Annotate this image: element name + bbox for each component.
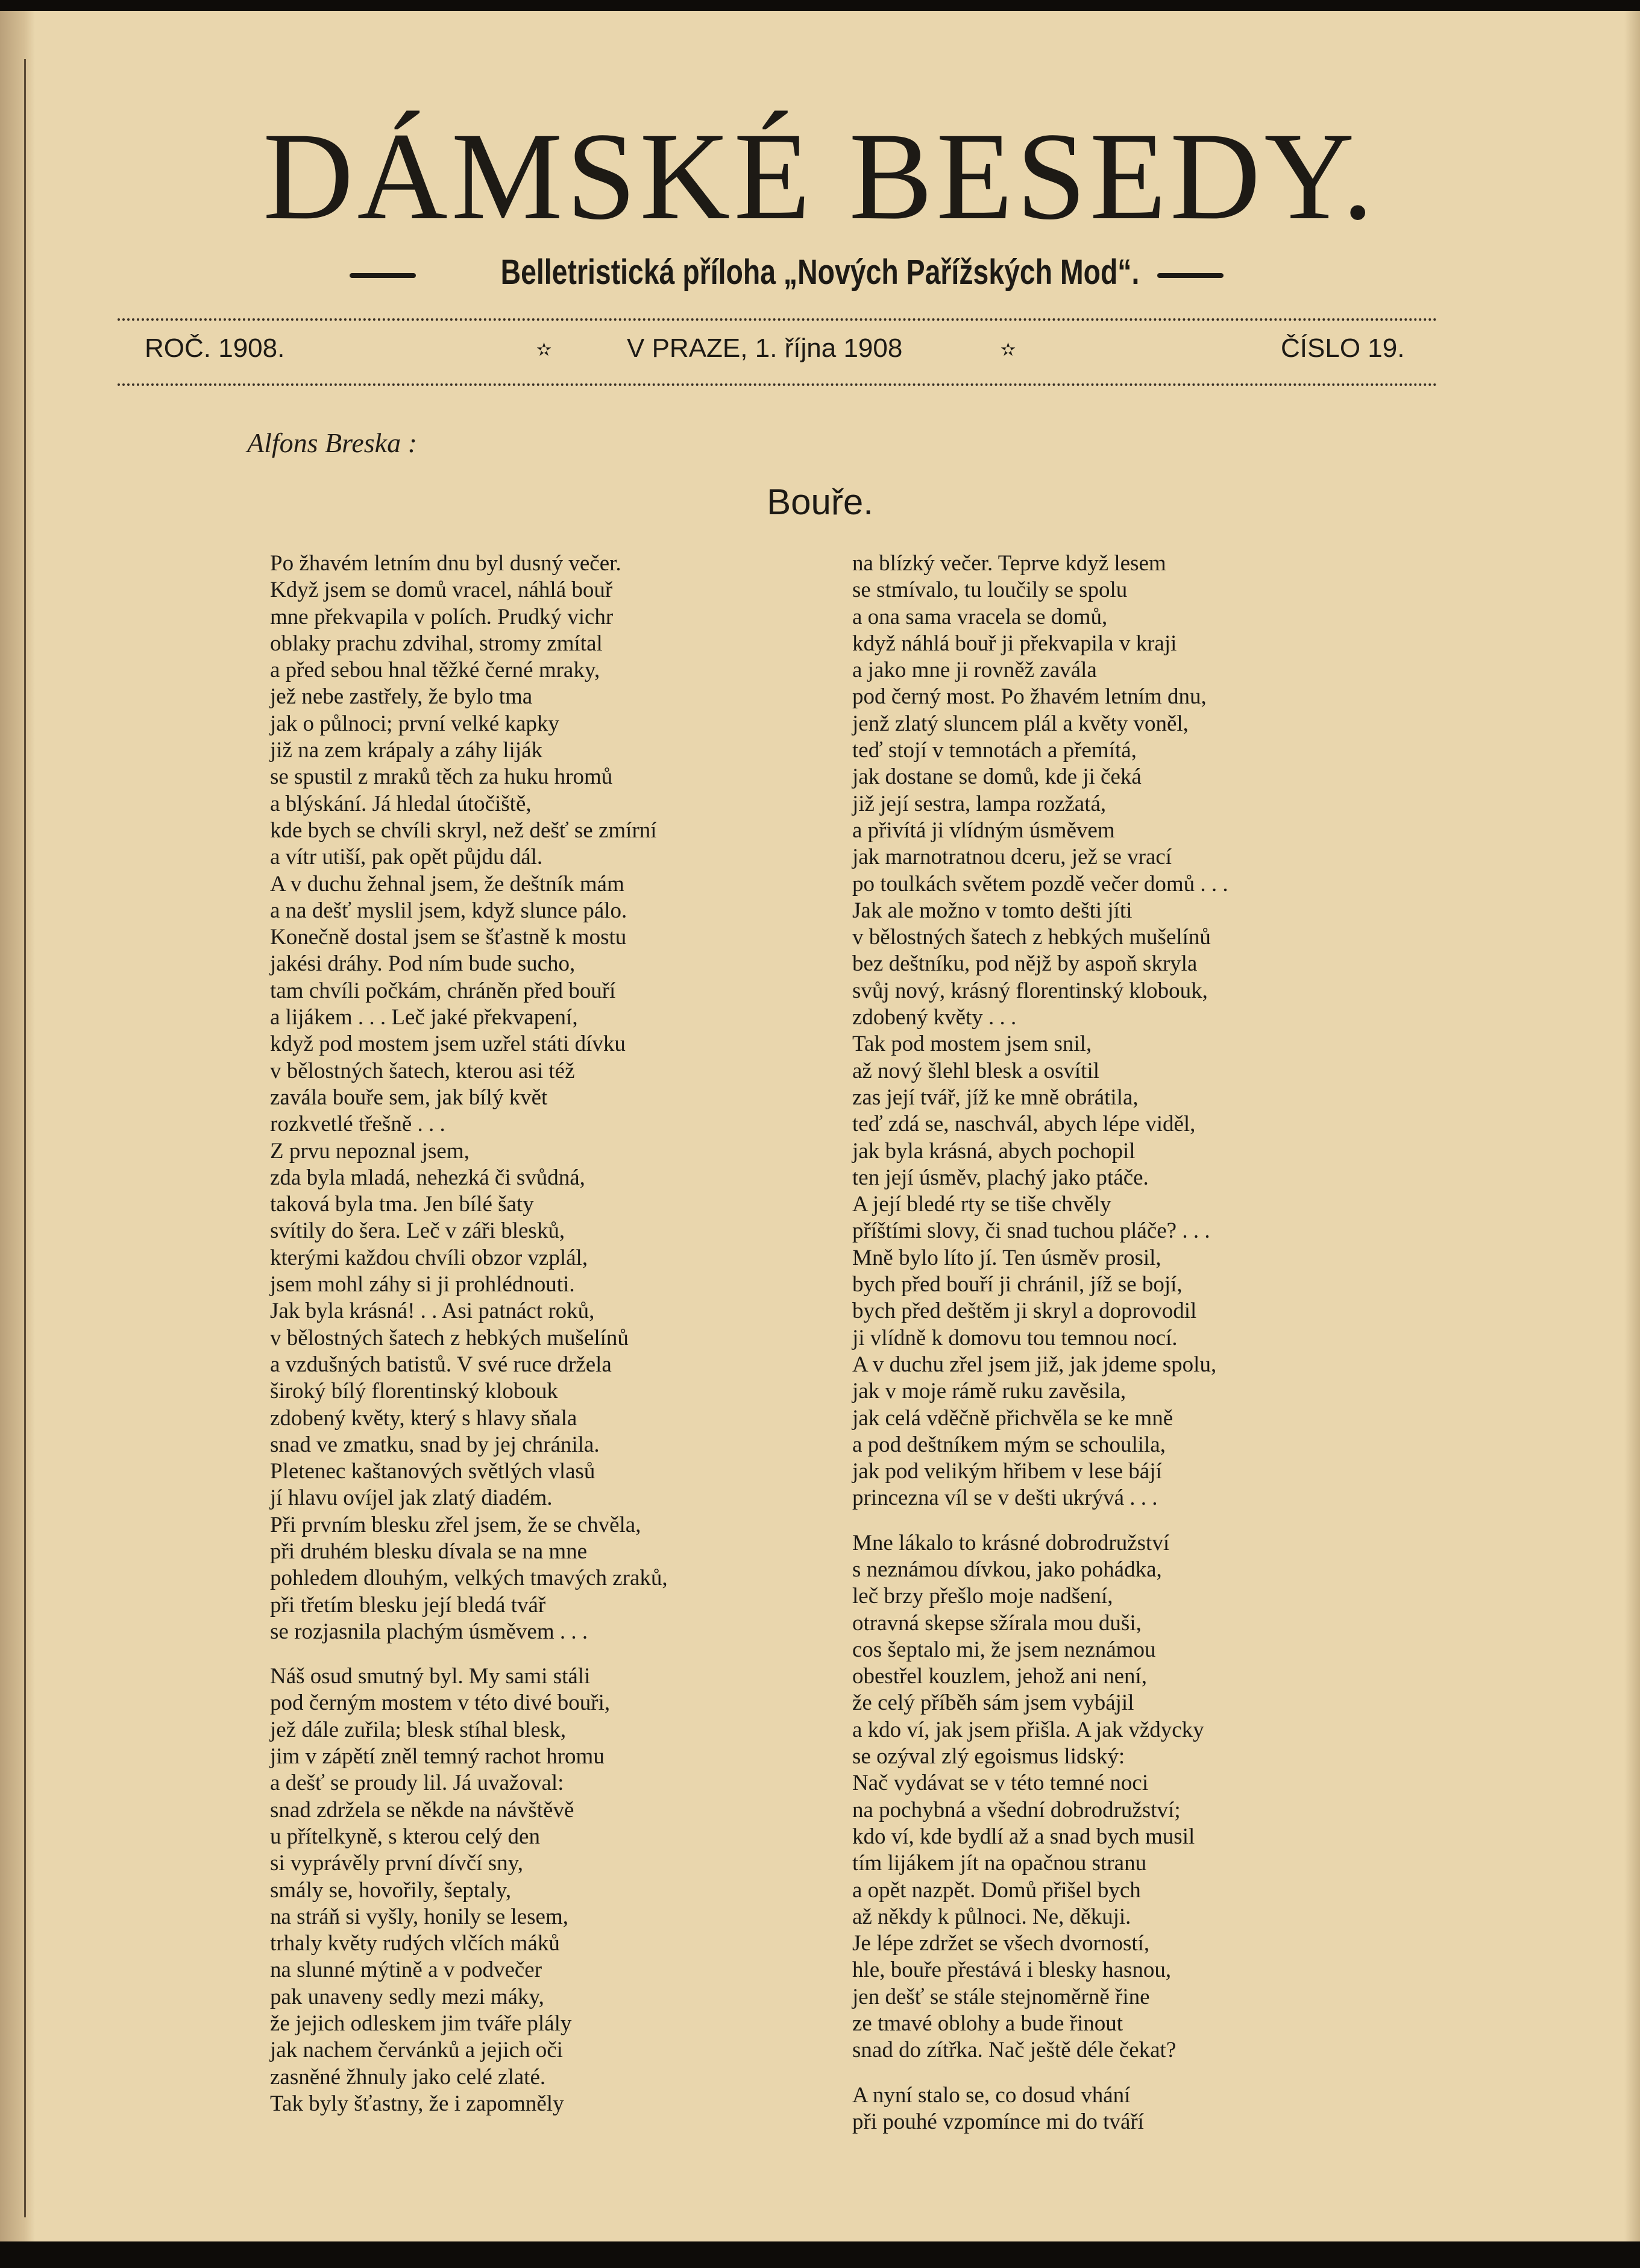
poem-line: a na dešť myslil jsem, když slunce pálo. — [270, 898, 627, 923]
dotted-rule-top — [118, 318, 1437, 321]
poem-line: jenž zlatý sluncem plál a květy voněl, — [852, 711, 1189, 736]
poem-line: kdo ví, kde bydlí až a snad bych musil — [852, 1824, 1195, 1849]
poem-line: že celý příběh sám jsem vybájil — [852, 1690, 1134, 1716]
poem-line: jim v zápětí zněl temný rachot hromu — [270, 1744, 605, 1769]
poem-line: a pod deštníkem mým se schoulila, — [852, 1432, 1166, 1457]
poem-line: příštími slovy, či snad tuchou pláče? . . . — [852, 1218, 1210, 1244]
poem-line: se rozjasnila plachým úsměvem . . . — [270, 1619, 588, 1644]
poem-line: kde bych se chvíli skryl, než dešť se zmírní — [270, 817, 657, 843]
poem-line: se spustil z mraků těch za huku hromů — [270, 764, 613, 790]
poem-line: a lijákem . . . Leč jaké překvapení, — [270, 1005, 578, 1030]
poem-line: zas její tvář, jíž ke mně obrátila, — [852, 1085, 1139, 1110]
poem-line: při pouhé vzpomínce mi do tváří — [852, 2109, 1144, 2134]
poem-line: jak nachem červánků a jejich oči — [270, 2038, 563, 2063]
poem-line: jak o půlnoci; první velké kapky — [270, 711, 559, 736]
dotted-rule-bottom — [118, 383, 1437, 386]
poem-line: že jejich odleskem jim tváře plály — [270, 2011, 572, 2036]
poem-line: pohledem dlouhým, velkých tmavých zraků, — [270, 1566, 668, 1591]
poem-line: zdobený květy . . . — [852, 1005, 1017, 1030]
poem-line: u přítelkyně, s kterou celý den — [270, 1824, 540, 1849]
poem-line: bych před deštěm ji skryl a doprovodil — [852, 1299, 1197, 1324]
poem-line: A v duchu zřel jsem již, jak jdeme spolu, — [852, 1352, 1217, 1377]
poem-line: Nač vydávat se v této temné noci — [852, 1771, 1149, 1796]
poem-line: Náš osud smutný byl. My sami stáli — [270, 1664, 591, 1689]
poem-line: leč brzy přešlo moje nadšení, — [852, 1584, 1113, 1609]
poem-line: pod černým mostem v této divé bouři, — [270, 1690, 611, 1716]
poem-line: když náhlá bouř ji překvapila v kraji — [852, 631, 1177, 656]
poem-line: jak marnotratnou dceru, jež se vrací — [852, 845, 1172, 870]
poem-line: tím lijákem jít na opačnou stranu — [852, 1851, 1147, 1876]
poem-line: ze tmavé oblohy a bude řinout — [852, 2011, 1123, 2036]
poem-line: smály se, hovořily, šeptaly, — [270, 1877, 512, 1903]
poem-line: otravná skepse sžírala mou duši, — [852, 1610, 1142, 1636]
poem-line: svůj nový, krásný florentinský klobouk, — [852, 978, 1208, 1003]
binding-line — [24, 59, 26, 2217]
poem-line: Po žhavém letním dnu byl dusný večer. — [270, 551, 621, 576]
poem-stanza — [270, 1663, 800, 2117]
poem-line: teď zdá se, naschvál, abych lépe viděl, — [852, 1112, 1196, 1137]
poem-line: na slunné mýtině a v podvečer — [270, 1958, 542, 1983]
poem-line: jak pod velikým hřibem v lese bájí — [852, 1459, 1162, 1484]
poem-line: bych před bouří ji chránil, jíž se bojí, — [852, 1272, 1183, 1297]
poem-line: Mně bylo líto jí. Ten úsměv prosil, — [852, 1245, 1161, 1270]
poem-line: ten její úsměv, plachý jako ptáče. — [852, 1165, 1149, 1190]
poem-line: na blízký večer. Teprve když lesem — [852, 551, 1166, 576]
poem-line: a blýskání. Já hledal útočiště, — [270, 791, 532, 816]
poem-line: a vzdušných batistů. V své ruce držela — [270, 1352, 612, 1377]
poem-line: a opět nazpět. Domů přišel bych — [852, 1877, 1141, 1903]
masthead-subtitle: Belletristická příloha „Nových Pařížských Mod“. — [500, 253, 1140, 292]
poem-line: zdobený květy, který s hlavy sňala — [270, 1405, 577, 1431]
poem-line: Pletenec kaštanových světlých vlasů — [270, 1459, 595, 1484]
magazine-page — [0, 11, 1640, 2241]
issue-number: ČÍSLO 19. — [1281, 333, 1405, 363]
poem-line: při druhém blesku dívala se na mne — [270, 1539, 588, 1564]
issue-volume: ROČ. 1908. — [145, 333, 285, 363]
poem-line: jež nebe zastřely, že bylo tma — [270, 684, 533, 710]
poem-line: tam chvíli počkám, chráněn před bouří — [270, 978, 616, 1003]
poem-line: v bělostných šatech z hebkých mušelínů — [270, 1325, 629, 1350]
poem-line: pak unaveny sedly mezi máky, — [270, 1984, 544, 2009]
poem-line: a před sebou hnal těžké černé mraky, — [270, 658, 600, 683]
poem-line: jež dále zuřila; blesk stíhal blesk, — [270, 1717, 567, 1742]
article-title: Bouře. — [767, 482, 873, 522]
poem-line: rozkvetlé třešně . . . — [270, 1112, 445, 1137]
poem-line: obestřel kouzlem, jehož ani není, — [852, 1664, 1148, 1689]
poem-stanza — [270, 550, 800, 1645]
ornament-dash-right — [1157, 273, 1224, 278]
poem-line: Je lépe zdržet se všech dvorností, — [852, 1931, 1150, 1956]
poem-line: trhaly květy rudých vlčích máků — [270, 1931, 560, 1956]
poem-line: jak celá vděčně přichvěla se ke mně — [852, 1405, 1173, 1431]
issue-place-date: V PRAZE, 1. října 1908 — [627, 333, 903, 363]
poem-line: zasněné žhnuly jako celé zlaté. — [270, 2064, 546, 2090]
poem-line: bez deštníku, pod nějž by aspoň skryla — [852, 951, 1198, 977]
article-author: Alfons Breska : — [247, 427, 417, 458]
poem-stanza — [852, 1530, 1395, 2064]
poem-line: snad do zítřka. Nač ještě déle čekat? — [852, 2038, 1177, 2063]
poem-line: jsem mohl záhy si ji prohlédnouti. — [270, 1272, 575, 1297]
poem-line: se ozýval zlý egoismus lidský: — [852, 1744, 1125, 1769]
poem-line: v bělostných šatech z hebkých mušelínů — [852, 925, 1211, 950]
poem-line: teď stojí v temnotách a přemítá, — [852, 738, 1137, 763]
poem-line: cos šeptalo mi, že jsem neznámou — [852, 1637, 1156, 1662]
poem-line: Tak pod mostem jsem snil, — [852, 1032, 1092, 1057]
poem-line: a kdo ví, jak jsem přišla. A jak vždycky — [852, 1717, 1204, 1742]
poem-line: široký bílý florentinský klobouk — [270, 1379, 558, 1404]
poem-line: Jak ale možno v tomto dešti jíti — [852, 898, 1133, 923]
poem-line: s neznámou dívkou, jako pohádka, — [852, 1557, 1162, 1582]
poem-line: hle, bouře přestává i blesky hasnou, — [852, 1958, 1172, 1983]
poem-line: A nyní stalo se, co dosud vhání — [852, 2082, 1131, 2108]
poem-line: taková byla tma. Jen bílé šaty — [270, 1192, 534, 1217]
poem-line: již její sestra, lampa rozžatá, — [852, 791, 1107, 816]
poem-line: na stráň si vyšly, honily se lesem, — [270, 1904, 568, 1929]
right-column — [852, 550, 1395, 2153]
poem-line: a jako mne ji rovněž zavála — [852, 658, 1097, 683]
poem-line: na pochybná a všední dobrodružství; — [852, 1797, 1181, 1822]
poem-line: snad ve zmatku, snad by jej chránila. — [270, 1432, 600, 1457]
poem-line: Jak byla krásná! . . Asi patnáct roků, — [270, 1299, 595, 1324]
poem-line: a přivítá ji vlídným úsměvem — [852, 817, 1115, 843]
poem-line: až nový šlehl blesk a osvítil — [852, 1058, 1100, 1083]
poem-line: mne překvapila v polích. Prudký vichr — [270, 604, 614, 629]
poem-line: snad zdržela se někde na návštěvě — [270, 1797, 574, 1822]
poem-line: při třetím blesku její bledá tvář — [270, 1592, 546, 1618]
poem-line: jak byla krásná, abych pochopil — [852, 1138, 1136, 1164]
poem-stanza — [852, 2082, 1395, 2136]
poem-line: A její bledé rty se tiše chvěly — [852, 1192, 1111, 1217]
poem-line: již na zem krápaly a záhy liják — [270, 738, 543, 763]
poem-line: po toulkách světem pozdě večer domů . . . — [852, 871, 1228, 896]
poem-line: v bělostných šatech, kterou asi též — [270, 1058, 575, 1083]
star-ornament-icon: ✫ — [536, 339, 552, 361]
poem-line: když pod mostem jsem uzřel státi dívku — [270, 1032, 626, 1057]
poem-line: jí hlavu ovíjel jak zlatý diadém. — [270, 1485, 553, 1511]
poem-line: Tak byly šťastny, že i zapomněly — [270, 2091, 564, 2116]
poem-line: si vyprávěly první dívčí sny, — [270, 1851, 523, 1876]
poem-line: Při prvním blesku zřel jsem, že se chvěla, — [270, 1512, 641, 1537]
poem-line: A v duchu žehnal jsem, že deštník mám — [270, 871, 624, 896]
left-column — [270, 550, 800, 2135]
page-binding — [0, 11, 35, 2241]
poem-line: oblaky prachu zdvihal, stromy zmítal — [270, 631, 603, 656]
poem-line: jak v moje rámě ruku zavěsila, — [852, 1379, 1126, 1404]
poem-line: jakési dráhy. Pod ním bude sucho, — [270, 951, 576, 977]
poem-line: Když jsem se domů vracel, náhlá bouř — [270, 578, 613, 603]
poem-line: ji vlídně k domovu tou temnou nocí. — [852, 1325, 1178, 1350]
star-ornament-icon: ✫ — [1001, 339, 1016, 361]
poem-line: Mne lákalo to krásné dobrodružství — [852, 1530, 1170, 1555]
page-edge — [1624, 11, 1640, 2241]
poem-line: jak dostane se domů, kde ji čeká — [852, 764, 1142, 790]
poem-line: a vítr utiší, pak opět půjdu dál. — [270, 845, 543, 870]
poem-line: princezna víl se v dešti ukrývá . . . — [852, 1485, 1158, 1511]
poem-line: a ona sama vracela se domů, — [852, 604, 1108, 629]
poem-line: až někdy k půlnoci. Ne, děkuji. — [852, 1904, 1131, 1929]
poem-line: Konečně dostal jsem se šťastně k mostu — [270, 925, 627, 950]
poem-line: kterými každou chvíli obzor vzplál, — [270, 1245, 588, 1270]
poem-line: pod černý most. Po žhavém letním dnu, — [852, 684, 1207, 710]
poem-line: se stmívalo, tu loučily se spolu — [852, 578, 1128, 603]
poem-line: jen dešť se stále stejnoměrně řine — [852, 1984, 1150, 2009]
poem-line: zda byla mladá, nehezká či svůdná, — [270, 1165, 585, 1190]
poem-stanza — [852, 550, 1395, 1512]
poem-line: Z prvu nepoznal jsem, — [270, 1138, 470, 1164]
poem-line: svítily do šera. Leč v záři blesků, — [270, 1218, 565, 1244]
masthead-title: DÁMSKÉ BESEDY. — [263, 107, 1377, 245]
poem-line: a dešť se proudy lil. Já uvažoval: — [270, 1771, 564, 1796]
poem-line: zavála bouře sem, jak bílý květ — [270, 1085, 548, 1110]
